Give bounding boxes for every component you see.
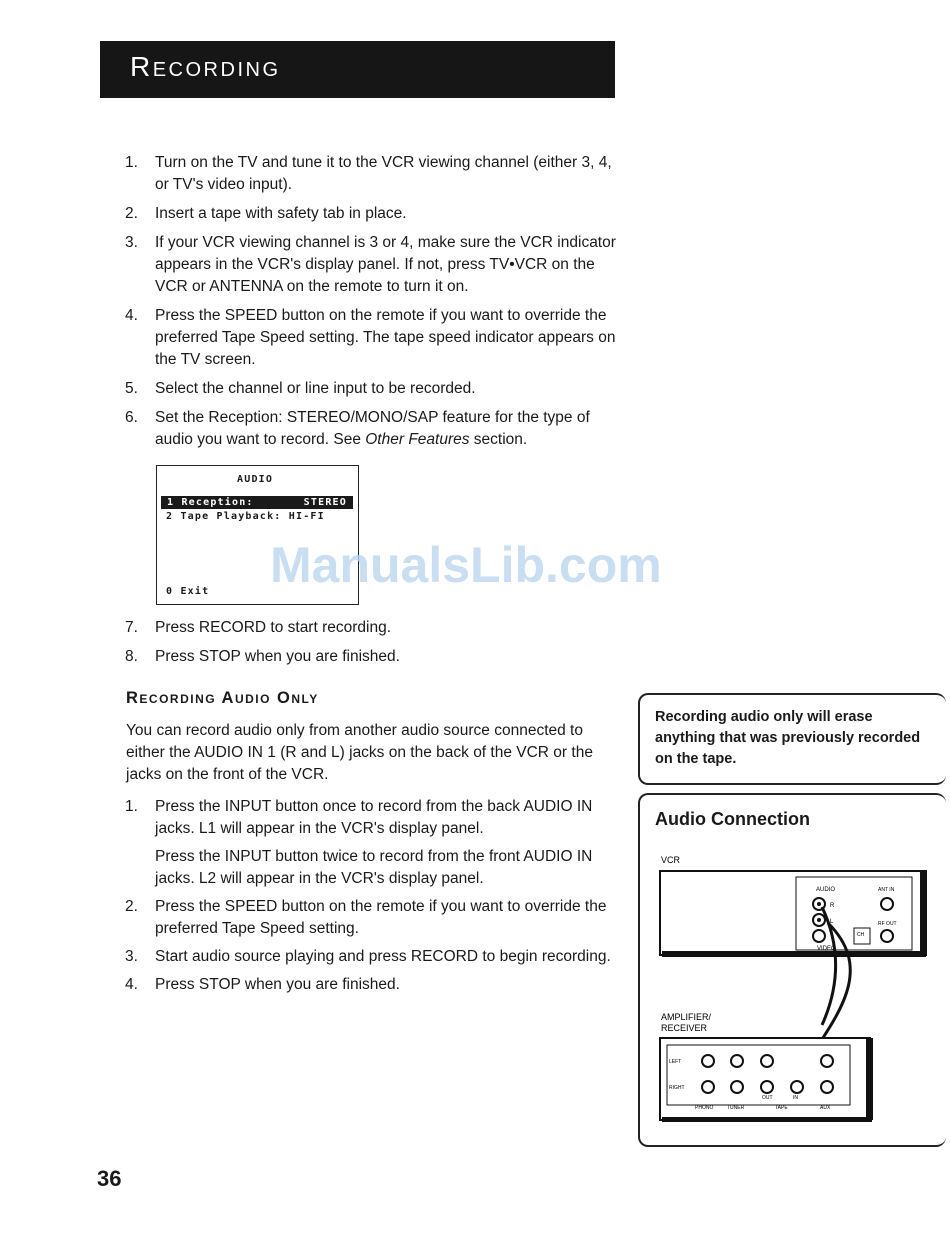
list-item [125,232,625,298]
ch-label: CH [857,932,865,938]
warning-box [638,693,946,785]
steps-list-a [125,152,625,458]
audio-menu-highlighted-row [161,496,353,509]
exit-row: 0 Exit [166,586,210,597]
step-text: Press the SPEED button on the remote if you want to override the preferred Tape Speed setting. [155,898,607,937]
step-number: 4. [125,307,138,324]
step-text-link: Other Features [365,431,470,448]
step-number: 7. [125,619,138,636]
tape-out-left-jack [761,1055,773,1067]
step-text: Press the SPEED button on the remote if you want to override the preferred Tape Speed setting. The tape speed indicator appears on the TV screen. [155,307,616,368]
step-extra-text: Press the INPUT button twice to record from the front AUDIO IN jacks. L2 will appear in the VCR's display panel. [155,848,593,887]
list-item [125,378,625,400]
step-text-start: Set the Reception: STEREO/MONO/SAP feature for the type of audio you want to record. See [155,409,590,448]
amplifier-label-1: AMPLIFIER/ [661,1012,712,1022]
l-label: L [830,919,834,925]
tuner-left-jack [731,1055,743,1067]
tuner-right-jack [731,1081,743,1093]
phono-right-jack [702,1081,714,1093]
connection-diagram [640,795,946,1145]
audio-connection-box [638,793,946,1147]
tuner-label: TUNER [727,1105,745,1111]
ant-in-jack [881,898,893,910]
warning-text: Recording audio only will erase anything that was previously recorded on the tape. [655,709,921,767]
tape-playback-row: 2 Tape Playback: HI-FI [166,511,325,522]
list-item [125,946,615,968]
steps-list-b [125,617,625,675]
step-text: If your VCR viewing channel is 3 or 4, make sure the VCR indicator appears in the VCR's display panel. If not, press TV•VCR on the VCR or ANTENNA on the remote to turn it on. [155,234,616,295]
video-label: VIDEO [817,946,836,952]
list-item [125,896,615,940]
jack-center [817,902,821,906]
step-text: Turn on the TV and tune it to the VCR viewing channel (either 3, 4, or TV's video input). [155,154,612,193]
step-number: 3. [125,948,138,965]
list-item [125,407,625,451]
phono-left-jack [702,1055,714,1067]
step-number: 2. [125,205,138,222]
vcr-base [662,951,926,957]
audio-label: AUDIO [816,887,836,893]
r-label: R [830,903,835,909]
section-title: Recording [130,51,281,82]
step-number: 1. [125,798,138,815]
steps-list-audio [125,796,615,1002]
list-item [125,203,625,225]
step-number: 1. [125,154,138,171]
right-label: RIGHT [669,1085,685,1091]
vcr-side [920,871,927,955]
step-number: 6. [125,409,138,426]
rf-out-label: RF OUT [878,921,897,927]
step-number: 3. [125,234,138,251]
list-item [125,152,625,196]
subsection-title: Recording Audio Only [126,689,319,707]
step-number: 8. [125,648,138,665]
amplifier-side [866,1038,873,1120]
amplifier-base [662,1117,872,1122]
aux-right-jack [821,1081,833,1093]
watermark: ManualsLib.com [270,537,662,593]
list-item [125,305,625,371]
step-text: Press STOP when you are finished. [155,976,400,993]
tape-label: TAPE [775,1105,788,1111]
subsection-intro: You can record audio only from another audio source connected to either the AUDIO IN 1 (R and L) jacks on the back of the VCR or the jacks on the front of the VCR. [126,722,593,783]
section-header [100,41,615,98]
step-number: 2. [125,898,138,915]
vcr-label: VCR [661,855,681,865]
jack-center [817,918,821,922]
aux-label: AUX [820,1105,831,1111]
video-jack [813,930,825,942]
step-text: Insert a tape with safety tab in place. [155,205,407,222]
page-number: 36 [97,1166,122,1191]
step-text: Press the INPUT button once to record from the back AUDIO IN jacks. L1 will appear in the VCR's display panel. [155,798,593,837]
phono-label: PHONO [695,1105,714,1111]
step-number: 4. [125,976,138,993]
aux-left-jack [821,1055,833,1067]
list-item [125,796,615,840]
step-text: Select the channel or line input to be recorded. [155,380,476,397]
out-label: OUT [762,1095,773,1101]
amplifier-jack-panel [667,1045,850,1105]
step-text: Press RECORD to start recording. [155,619,392,636]
list-item [125,974,615,996]
list-item [125,617,625,639]
ant-in-label: ANT IN [878,887,895,893]
step-text: Start audio source playing and press RECORD to begin recording. [155,948,611,965]
left-label: LEFT [669,1059,682,1065]
step-text [155,407,625,451]
step-number: 5. [125,380,138,397]
list-item [125,646,625,668]
amplifier-label-2: RECEIVER [661,1023,708,1033]
tape-out-right-jack [761,1081,773,1093]
reception-value: STEREO [303,497,347,508]
rf-out-jack [881,930,893,942]
reception-label: 1 Reception: [167,497,254,508]
connection-title: Audio Connection [655,809,810,829]
step-text: Press STOP when you are finished. [155,648,400,665]
in-label: IN [793,1095,798,1101]
step-text-end: section. [469,431,528,448]
audio-menu-title: AUDIO [237,474,274,485]
tape-in-right-jack [791,1081,803,1093]
